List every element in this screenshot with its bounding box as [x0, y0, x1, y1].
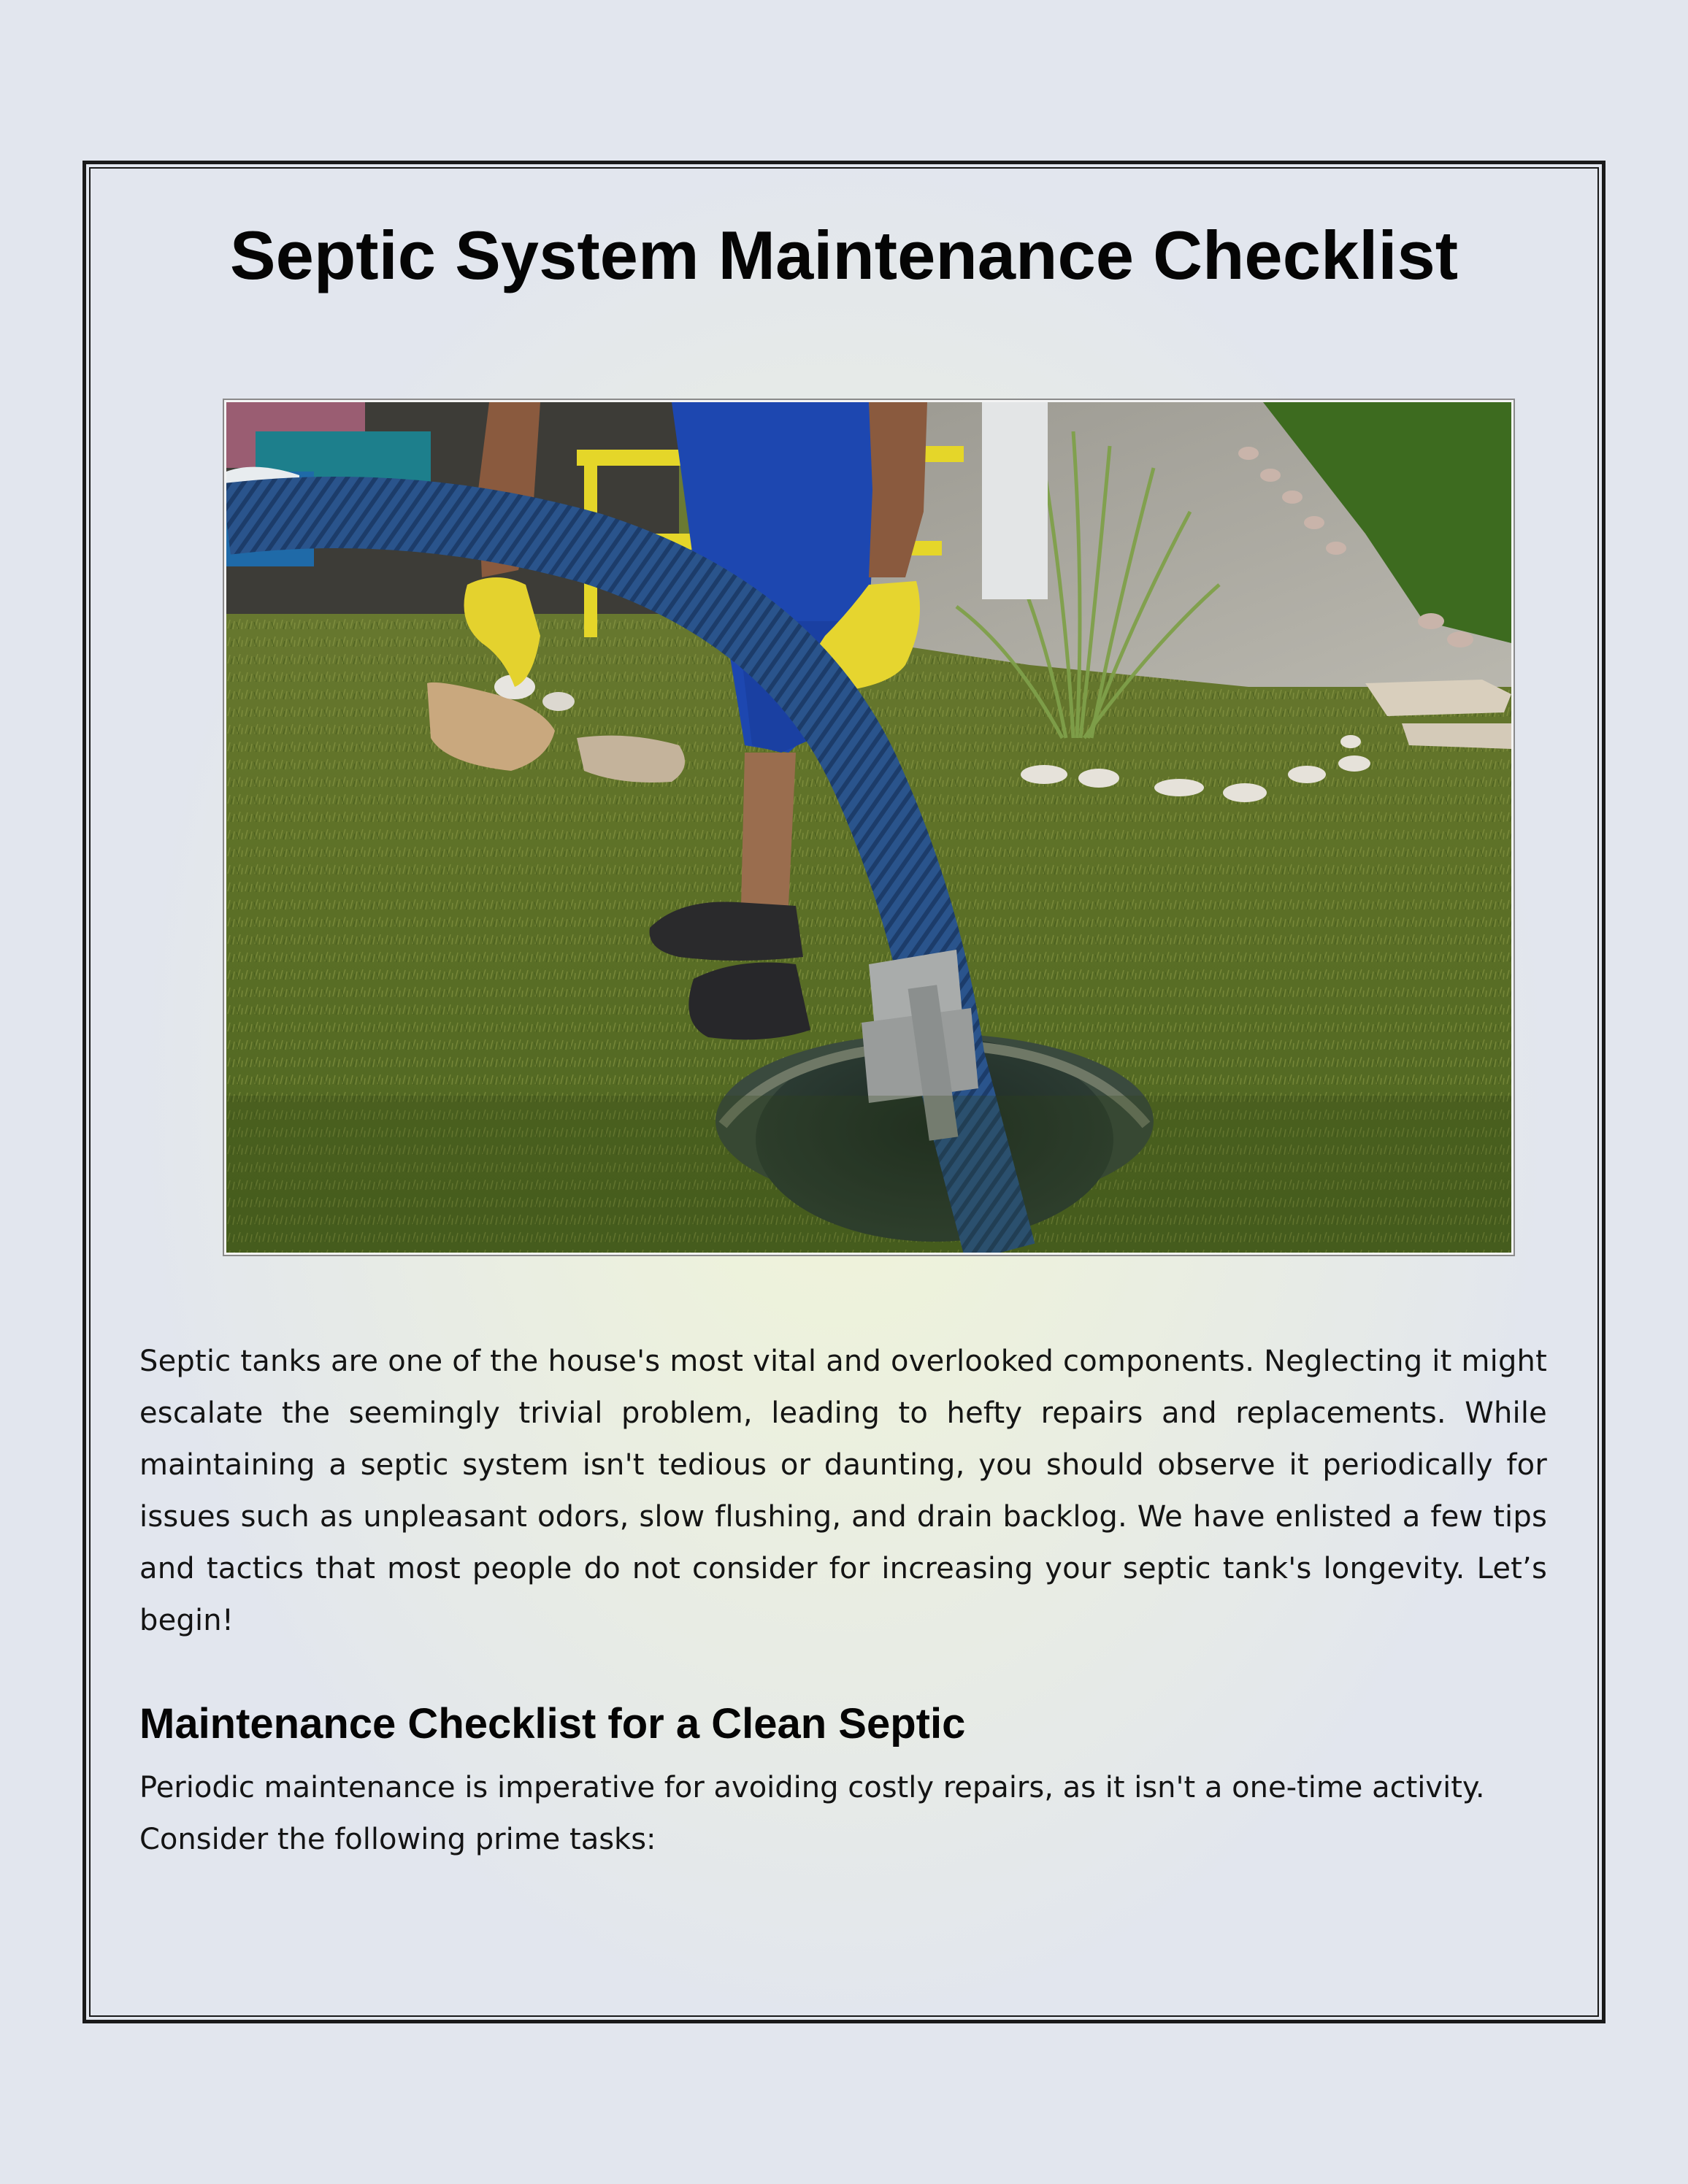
hero-image-frame	[223, 399, 1515, 1256]
section-paragraph: Periodic maintenance is imperative for avoiding costly repairs, as it isn't a one-time activity. Consider the following prime tasks:	[139, 1771, 1485, 1856]
section-heading: Maintenance Checklist for a Clean Septic	[139, 1700, 966, 1747]
intro-paragraph: Septic tanks are one of the house's most vital and overlooked components. Neglecting it might escalate the seemingly trivial problem, leading to hefty repairs and replacements. While maintaining a septic system isn't tedious or daunting, you should observe it periodically for issues such as unpleasant odors, slow flushing, and drain backlog. We have enlisted a few tips and tactics that most people do not consider for increasing your septic tank's longevity. Let’s begin!	[139, 1345, 1547, 1637]
page-title: Septic System Maintenance Checklist	[229, 217, 1459, 293]
septic-tank-pumping-photo	[226, 402, 1511, 1253]
